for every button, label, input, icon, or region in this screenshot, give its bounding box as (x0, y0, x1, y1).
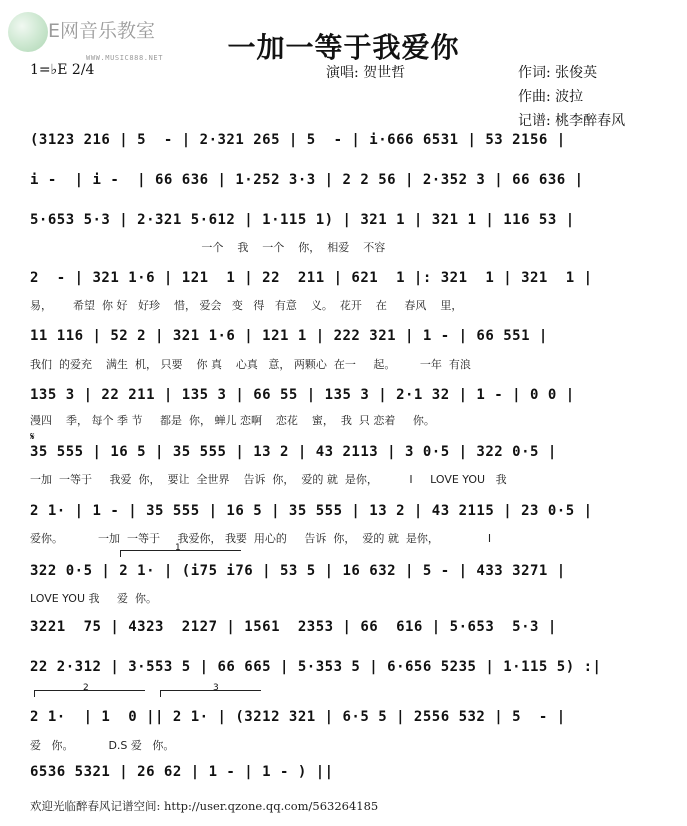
volta-bracket (160, 683, 261, 697)
notation-line: 6536 5321 | 26 62 | 1 - | 1 - ) || (30, 764, 334, 780)
notation-line: 2 1· | 1 0 || 2 1· | (3212 321 | 6·5 5 | 2556 532 | 5 - | (30, 709, 566, 725)
lyric-line: LOVE YOU 我 爱 你。 (30, 592, 157, 605)
volta-label: 1 (175, 543, 181, 553)
volta-bracket (34, 683, 145, 697)
logo-url: WWW.MUSIC888.NET (86, 54, 164, 62)
lyric-line: 易， 希望 你 好 好珍 惜， 爱会 变 得 有意 义。 花开 在 春风 里， (30, 299, 463, 312)
song-title: 一加一等于我爱你 (227, 31, 460, 64)
notation-line: 2 1· | 1 - | 35 555 | 16 5 | 35 555 | 13 2 | 43 2115 | 23 0·5 | (30, 503, 593, 519)
notation-line: 5·653 5·3 | 2·321 5·612 | 1·115 1) | 321 1 | 321 1 | 116 53 | (30, 212, 575, 228)
lyric-line: 爱 你。 D.S 爱 你。 (30, 739, 175, 752)
transcriber-credit: 记谱: 桃李醉春风 (518, 113, 626, 129)
lyric-line: 我们 的爱充 满生 机， 只要 你 真 心真 意， 两颗心 在一 起。 一年 有浪 (30, 358, 471, 371)
notation-line: (3123 216 | 5 - | 2·321 265 | 5 - | i·666 6531 | 53 2156 | (30, 132, 566, 148)
volta-label: 2 (83, 683, 89, 693)
segno-mark: 𝄋 (30, 430, 35, 443)
lyric-line: 一加 一等于 我爱 你， 要让 全世界 告诉 你， 爱的 就 是你， I LOVE YOU 我 (30, 473, 507, 486)
logo-text: E网音乐教室 (48, 20, 156, 42)
lyric-line: 一个 我 一个 你， 相爱 不容 (30, 241, 386, 254)
lyricist-credit: 作词: 张俊英 (518, 65, 598, 81)
key-signature: 1=♭E 2/4 (30, 62, 95, 78)
volta-label: 3 (213, 683, 219, 693)
notation-line: 22 2·312 | 3·553 5 | 66 665 | 5·353 5 | 6·656 5235 | 1·115 5) :| (30, 659, 602, 675)
footer-credit: 欢迎光临醉春风记谱空间: http://user.qzone.qq.com/563264185 (30, 799, 379, 813)
lyric-line: 漫四 季， 每个 季 节 都是 你， 蝉儿 恋啊 恋花 蜜， 我 只 恋着 你。 (30, 414, 435, 427)
composer-credit: 作曲: 波拉 (518, 89, 584, 105)
notation-line: 2 - | 321 1·6 | 121 1 | 22 211 | 621 1 |: 321 1 | 321 1 | (30, 270, 593, 286)
lyric-line: 爱你。 一加 一等于 我爱你， 我要 用心的 告诉 你， 爱的 就 是你， I (30, 532, 492, 545)
notation-line: 322 0·5 | 2 1· | (i75 i76 | 53 5 | 16 632 | 5 - | 433 3271 | (30, 563, 566, 579)
notation-line: 11 116 | 52 2 | 321 1·6 | 121 1 | 222 321 | 1 - | 66 551 | (30, 328, 548, 344)
notation-line: 3221 75 | 4323 2127 | 1561 2353 | 66 616 | 5·653 5·3 | (30, 619, 557, 635)
notation-line: i - | i - | 66 636 | 1·252 3·3 | 2 2 56 | 2·352 3 | 66 636 | (30, 172, 584, 188)
notation-line: 35 555 | 16 5 | 35 555 | 13 2 | 43 2113 | 3 0·5 | 322 0·5 | (30, 444, 557, 460)
singer-credit: 演唱: 贺世哲 (326, 65, 406, 81)
volta-bracket (120, 543, 241, 557)
notation-line: 135 3 | 22 211 | 135 3 | 66 55 | 135 3 | 2·1 32 | 1 - | 0 0 | (30, 387, 575, 403)
